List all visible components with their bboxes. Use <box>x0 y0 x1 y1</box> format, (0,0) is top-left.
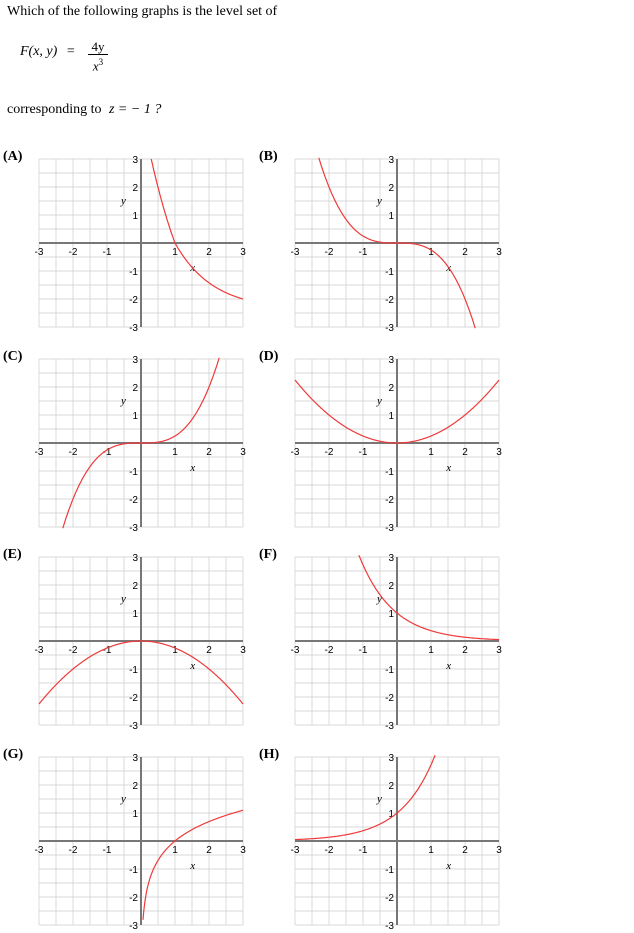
y-tick-label: -2 <box>385 693 394 704</box>
x-tick-label: -3 <box>34 845 44 856</box>
choice-label[interactable]: (F) <box>259 547 277 562</box>
y-tick-label: -1 <box>385 865 394 876</box>
fraction-denominator <box>87 55 109 73</box>
x-tick-label: -3 <box>34 447 44 458</box>
x-tick-label: 2 <box>462 845 468 856</box>
y-tick-label: -3 <box>385 921 394 932</box>
x-tick-label: -3 <box>290 447 300 458</box>
graph-choice-f[interactable] <box>290 553 502 732</box>
y-tick-label: 2 <box>132 581 138 592</box>
x-tick-label: 3 <box>240 645 246 656</box>
y-axis-label: y <box>121 792 126 805</box>
x-tick-label: 2 <box>462 447 468 458</box>
y-tick-label: 1 <box>132 809 138 820</box>
y-tick-label: 2 <box>388 383 394 394</box>
y-tick-label: -3 <box>129 323 138 334</box>
x-tick-label: -2 <box>68 447 78 458</box>
x-tick-label: 1 <box>172 447 178 458</box>
level-value: z = − 1 ? <box>108 102 162 117</box>
fraction-numerator: 4y <box>91 39 105 54</box>
x-tick-label: -1 <box>102 447 112 458</box>
x-axis-label: x <box>190 462 196 474</box>
x-tick-label: 3 <box>496 845 502 856</box>
y-tick-label: -1 <box>129 467 138 478</box>
x-tick-label: 1 <box>428 447 434 458</box>
x-tick-label: -1 <box>358 845 368 856</box>
y-tick-label: 2 <box>132 781 138 792</box>
x-axis-label: x <box>446 262 452 274</box>
x-tick-label: 2 <box>462 645 468 656</box>
equals-sign: = <box>66 44 75 59</box>
y-tick-label: 3 <box>388 553 394 564</box>
choice-label[interactable]: (H) <box>259 747 280 762</box>
y-tick-label: 3 <box>132 553 138 564</box>
x-axis-label: x <box>190 860 196 872</box>
y-tick-label: 1 <box>388 411 394 422</box>
level-condition <box>7 102 161 118</box>
y-tick-label: -1 <box>129 267 138 278</box>
x-tick-label: 2 <box>206 845 212 856</box>
x-tick-label: -2 <box>68 645 78 656</box>
y-axis-label: y <box>121 592 126 605</box>
x-tick-label: -3 <box>290 247 300 258</box>
x-tick-label: 3 <box>240 447 246 458</box>
y-tick-label: 2 <box>388 581 394 592</box>
y-tick-label: 1 <box>388 609 394 620</box>
x-tick-label: 1 <box>428 845 434 856</box>
y-tick-label: -3 <box>129 523 138 534</box>
x-tick-label: 1 <box>172 645 178 656</box>
x-tick-label: 2 <box>206 447 212 458</box>
graph-choice-h[interactable] <box>290 753 502 932</box>
x-tick-label: -2 <box>324 247 334 258</box>
y-axis-label: y <box>377 394 382 407</box>
y-tick-label: 1 <box>388 809 394 820</box>
x-tick-label: -3 <box>290 845 300 856</box>
graph-choice-c[interactable] <box>34 355 246 534</box>
denominator-base: x <box>92 58 99 74</box>
y-tick-label: 1 <box>132 411 138 422</box>
choice-label[interactable]: (G) <box>3 747 24 762</box>
x-tick-label: -3 <box>34 247 44 258</box>
y-axis-label: y <box>377 792 382 805</box>
x-tick-label: -2 <box>324 845 334 856</box>
y-tick-label: -2 <box>129 893 138 904</box>
y-tick-label: 3 <box>388 753 394 764</box>
y-tick-label: 1 <box>132 609 138 620</box>
y-tick-label: 3 <box>132 753 138 764</box>
x-tick-label: -1 <box>102 845 112 856</box>
x-tick-label: -2 <box>324 645 334 656</box>
choice-label[interactable]: (A) <box>3 149 23 164</box>
y-tick-label: -2 <box>385 495 394 506</box>
y-tick-label: -3 <box>385 721 394 732</box>
x-tick-label: 3 <box>240 247 246 258</box>
x-tick-label: 3 <box>240 845 246 856</box>
x-tick-label: -1 <box>358 645 368 656</box>
question-prompt: Which of the following graphs is the level set of <box>7 4 278 19</box>
x-tick-label: 3 <box>496 447 502 458</box>
y-tick-label: -3 <box>129 921 138 932</box>
graph-choice-d[interactable] <box>290 355 502 534</box>
function-lhs: F(x, y) <box>20 44 58 59</box>
y-tick-label: 2 <box>388 183 394 194</box>
x-tick-label: 1 <box>172 247 178 258</box>
y-tick-label: -1 <box>385 665 394 676</box>
y-tick-label: -3 <box>385 323 394 334</box>
choice-label[interactable]: (E) <box>3 547 22 562</box>
x-tick-label: -2 <box>68 845 78 856</box>
x-tick-label: 2 <box>462 247 468 258</box>
y-tick-label: 1 <box>388 211 394 222</box>
x-tick-label: 2 <box>206 247 212 258</box>
x-tick-label: -1 <box>102 247 112 258</box>
y-tick-label: -2 <box>385 893 394 904</box>
y-axis-label: y <box>377 194 382 207</box>
y-tick-label: -2 <box>129 295 138 306</box>
x-tick-label: 2 <box>206 645 212 656</box>
y-tick-label: -1 <box>385 467 394 478</box>
x-axis-label: x <box>190 660 196 672</box>
y-tick-label: -3 <box>385 523 394 534</box>
graph-choice-g[interactable] <box>34 753 246 932</box>
y-tick-label: 3 <box>132 155 138 166</box>
graph-choice-b[interactable] <box>290 155 502 334</box>
corresponding-text: corresponding to <box>7 102 102 117</box>
fraction <box>87 40 109 73</box>
choice-label[interactable]: (B) <box>259 149 278 164</box>
x-tick-label: -2 <box>324 447 334 458</box>
x-tick-label: 3 <box>496 247 502 258</box>
x-tick-label: -1 <box>102 645 112 656</box>
y-tick-label: 1 <box>132 211 138 222</box>
x-axis-label: x <box>446 860 452 872</box>
y-tick-label: 3 <box>388 355 394 366</box>
x-axis-label: x <box>446 462 452 474</box>
y-tick-label: -2 <box>129 693 138 704</box>
graph-choice-a[interactable] <box>34 155 246 334</box>
y-tick-label: 3 <box>132 355 138 366</box>
y-tick-label: 2 <box>132 183 138 194</box>
y-axis-label: y <box>121 194 126 207</box>
y-tick-label: -3 <box>129 721 138 732</box>
x-tick-label: -1 <box>358 447 368 458</box>
x-tick-label: -1 <box>358 247 368 258</box>
x-tick-label: 1 <box>428 247 434 258</box>
x-tick-label: 1 <box>428 645 434 656</box>
y-tick-label: -1 <box>385 267 394 278</box>
y-tick-label: 3 <box>388 155 394 166</box>
x-tick-label: -3 <box>34 645 44 656</box>
x-axis-label: x <box>446 660 452 672</box>
y-tick-label: -2 <box>129 495 138 506</box>
choice-label[interactable]: (C) <box>3 349 23 364</box>
denominator-exponent: 3 <box>98 57 104 67</box>
y-tick-label: -1 <box>129 865 138 876</box>
x-tick-label: 1 <box>172 845 178 856</box>
x-tick-label: -3 <box>290 645 300 656</box>
y-axis-label: y <box>121 394 126 407</box>
x-tick-label: -2 <box>68 247 78 258</box>
y-tick-label: 2 <box>132 383 138 394</box>
y-axis-label: y <box>377 592 382 605</box>
x-tick-label: 3 <box>496 645 502 656</box>
choice-label[interactable]: (D) <box>259 349 279 364</box>
x-axis-label: x <box>190 262 196 274</box>
y-tick-label: -1 <box>129 665 138 676</box>
y-tick-label: 2 <box>388 781 394 792</box>
y-tick-label: -2 <box>385 295 394 306</box>
function-definition <box>20 44 75 60</box>
graph-choice-e[interactable] <box>34 553 246 732</box>
